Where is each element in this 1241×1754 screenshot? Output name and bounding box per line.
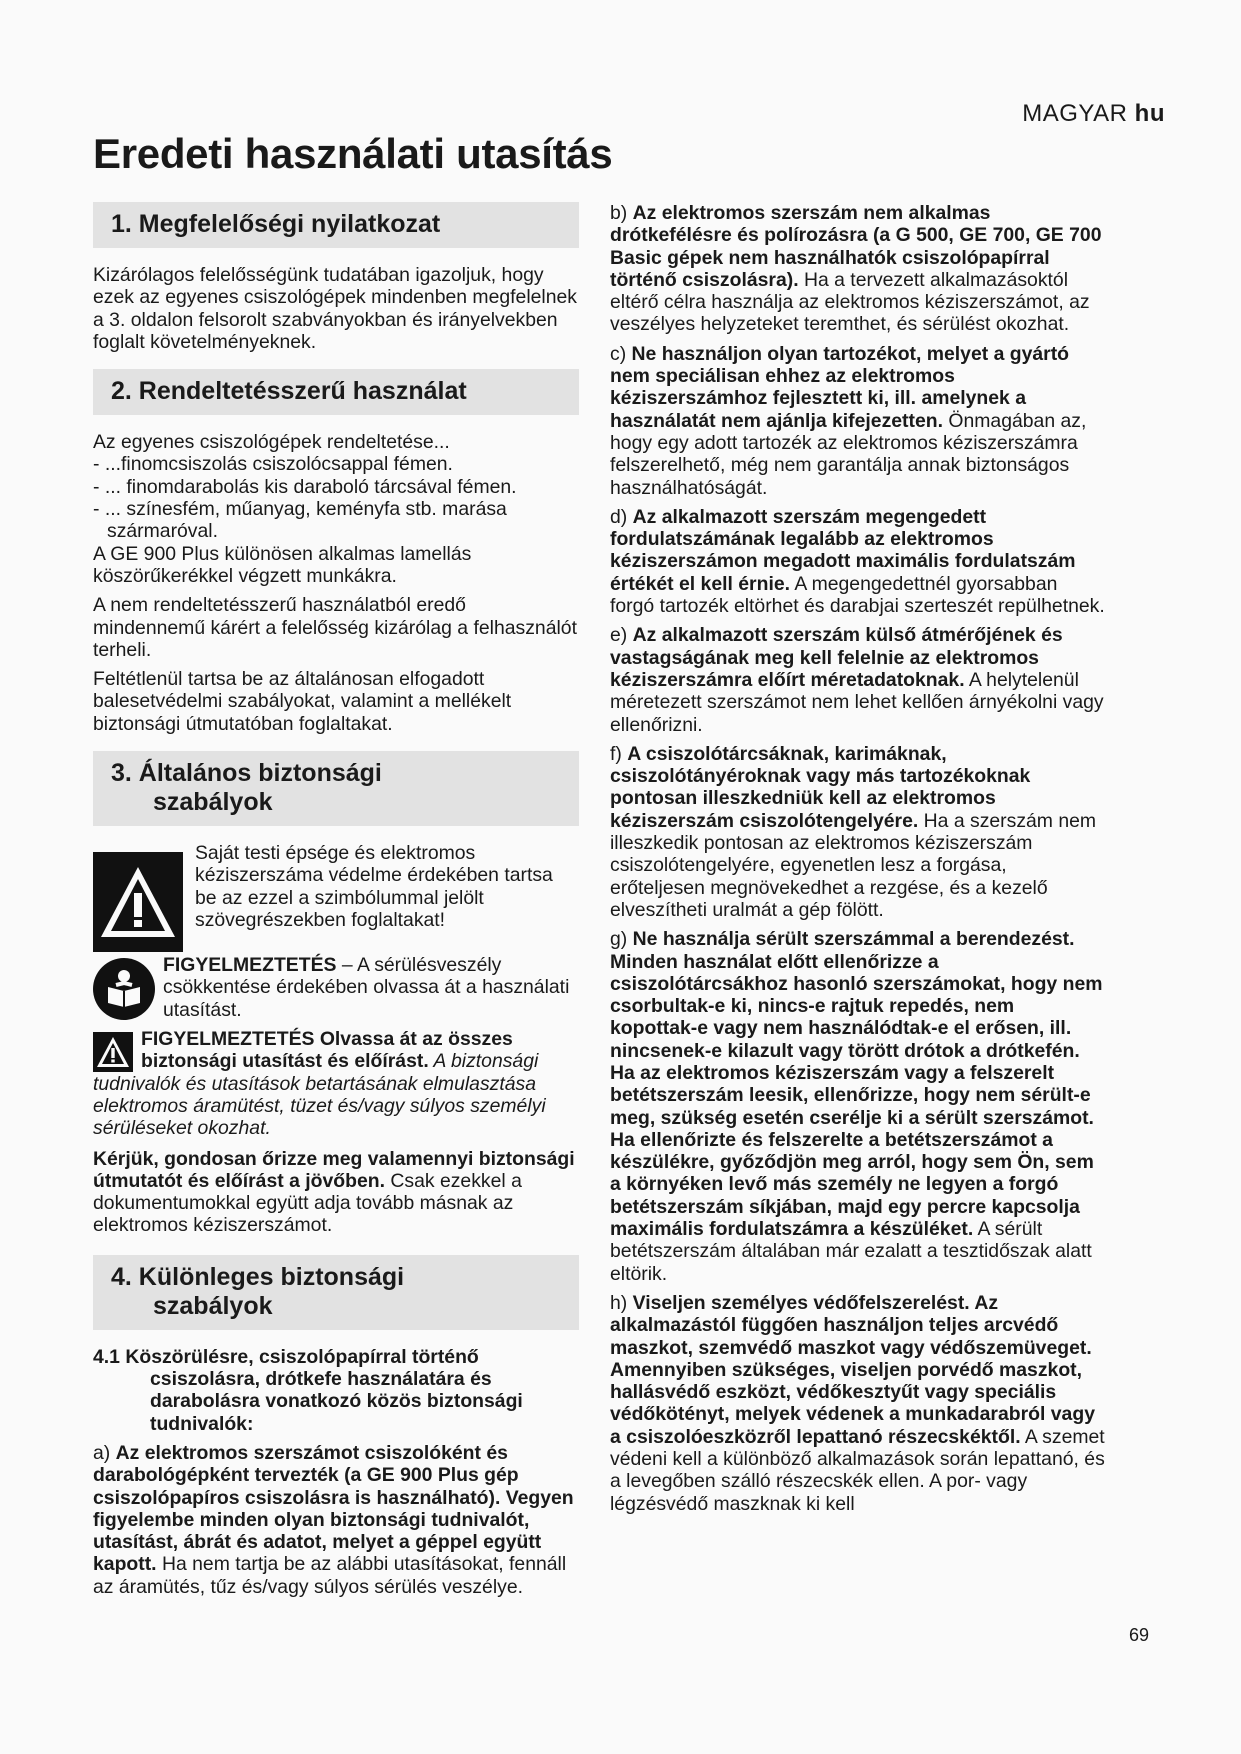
language-code: hu [1134, 100, 1165, 127]
keep-instructions [93, 1148, 579, 1237]
item-bold: Ne használjon olyan tartozékot, melyet a gyártó nem speciálisan ehhez az elektromos kéziszerszámhoz fejlesztett ki, ill. amelynek a használatát nem ajánlja kifejezetten. [610, 342, 1070, 432]
small-warning-triangle-icon [93, 1032, 133, 1072]
item-label: d) [610, 505, 633, 528]
read-manual-warning [93, 954, 579, 1022]
item-bold: Az elektromos szerszám nem alkalmas drótkefélésre és polírozásra (a G 500, GE 700, GE 700 Basic gépek nem használhatók csiszolópapírral történő csiszolásra). [610, 202, 1102, 291]
item-g [610, 928, 1106, 1285]
list-item: - ... színesfém, műanyag, keményfa stb. marása szármaróval. [93, 498, 507, 543]
section-3-heading [93, 751, 579, 826]
language-name: MAGYAR [1022, 100, 1128, 127]
warning-1-label: FIGYELMEZTETÉS [163, 954, 337, 977]
section-2-intro: Az egyenes csiszológépek rendeltetése... [93, 431, 450, 454]
item-text: A sérült betétszerszám általában már ezalatt a tesztidőszak alatt eltörik. [610, 1218, 1092, 1285]
left-column [93, 202, 579, 1605]
section-3-heading-line2: szabályok [153, 788, 273, 817]
item-text: Ha a szerszám nem illeszkedik pontosan az elektromos kéziszerszám csiszolótengelyére, egyenetlen lesz a forgása, erőteljesen megnövekedhet a rezgése, és a kezelő elveszítheti uralmát a gép fölött. [610, 809, 1097, 921]
section-1-heading: 1. Megfelelőségi nyilatkozat [93, 202, 579, 248]
section-2-p2: A nem rendeltetésszerű használatból eredő mindennemű kárért a felelősség kizárólag a felhasználót terheli. [93, 594, 577, 661]
item-text: A megengedettnél gyorsabban forgó tartozék eltörhet és darabjai szerteszét repülhetnek. [610, 572, 1105, 618]
section-3-heading-line1: 3. Általános biztonsági [111, 759, 382, 788]
section-4-heading-line2: szabályok [153, 1291, 273, 1320]
item-d [610, 506, 1106, 617]
item-label: e) [610, 624, 633, 647]
item-label: h) [610, 1291, 633, 1314]
item-text: Önmagában az, hogy egy adott tartozék az elektromos kéziszerszámra felszerelhető, még nem garantálja annak biztonságos használhatóságát. [610, 409, 1087, 499]
section-4-heading [93, 1255, 579, 1330]
item-label: b) [610, 202, 633, 224]
list-item: - ...finomcsiszolás csiszolócsappal fémen. [93, 453, 453, 476]
warning-1-text: – A sérülésveszély csökkentése érdekében olvassa át a használati utasítást. [163, 954, 570, 1021]
item-h [610, 1292, 1106, 1515]
item-a-label: a) [93, 1441, 116, 1464]
right-column [610, 202, 1106, 1522]
item-label: c) [610, 342, 632, 365]
item-bold: Viseljen személyes védőfelszerelést. Az alkalmazástól függően használjon teljes arcvédő maszkot, szemvédő maszkot vagy védőszemüveget. Amennyiben szükséges, viseljen porvédő maszkot, hallásvédő eszközt, védőkesztyűt vagy speciális védőkötényt, melyek védenek a munkadarabról vagy a csiszolóeszközről lepattanó részecskéktől. [610, 1291, 1095, 1448]
keep-instructions-text: Csak ezekkel a dokumentumokkal együtt adja tovább másnak az elektromos kéziszerszámot. [93, 1169, 522, 1237]
subsection-4-1-heading: 4.1 Köszörülésre, csiszolópapírral történő csiszolásra, drótkefe használatára és darabolásra vonatkozó közös biztonsági tudnivalók: [93, 1345, 523, 1435]
section-2-p1: A GE 900 Plus különösen alkalmas lamellás köszörűkerékkel végzett munkákra. [93, 542, 472, 587]
item-label: g) [610, 928, 633, 951]
item-bold: A csiszolótárcsáknak, karimáknak, csiszolótányéroknak vagy más tartozékoknak pontosan illeszkedniük kell az elektromos kéziszerszám csiszolótengelyére. [610, 742, 1031, 832]
item-a-bold: Az elektromos szerszámot csiszolóként és darabológépként tervezték (a GE 900 Plus gép csiszolópapíros csiszolásra is használható). Vegyen figyelembe minden olyan biztonsági tudnivalót, utasítást, ábrát és adatot, melyet a géppel együtt kapott. [93, 1441, 574, 1576]
item-c [610, 343, 1106, 499]
section-1-text: Kizárólagos felelősségünk tudatában igazoljuk, hogy ezek az egyenes csiszológépek mindenben megfelelnek a 3. oldalon felsorolt szabványokban és irányelvekben foglalt követelményeknek. [93, 264, 577, 353]
item-text: A szemet védeni kell a különböző alkalmazások során lepattanó, és a levegőben szálló részecskék ellen. A por- vagy légzésvédő maszknak ki kell [610, 1425, 1105, 1515]
safety-symbol-text: Saját testi épsége és elektromos kéziszerszáma védelme érdekében tartsa be az ezzel a szimbólummal jelölt szövegrészekben foglaltakat! [195, 842, 553, 931]
item-text: Ha a tervezett alkalmazásoktól eltérő célra használja az elektromos kéziszerszámot, az veszélyes helyzeteket teremthet, és sérülést okozhat. [610, 268, 1090, 336]
read-all-warning [93, 1028, 579, 1139]
item-b [610, 202, 1106, 336]
item-a-text: Ha nem tartja be az alábbi utasításokat, fennáll az áramütés, tűz és/vagy súlyos sérülés veszélye. [93, 1553, 567, 1598]
item-a [93, 1442, 579, 1598]
item-bold: Az alkalmazott szerszám külső átmérőjének és vastagságának meg kell felelnie az elektromos kéziszerszámra előírt méretadatoknak. [610, 624, 1063, 691]
section-2-p3: Feltétlenül tartsa be az általánosan elfogadott balesetvédelmi szabályokat, valamint a mellékelt biztonsági útmutatóban foglaltakat. [93, 668, 512, 735]
page-title: Eredeti használati utasítás [93, 130, 613, 177]
item-bold: Az alkalmazott szerszám megengedett fordulatszámának legalább az elektromos kéziszerszámon megadott maximális fordulatszám értékét el kell érnie. [610, 505, 1076, 595]
page-number: 69 [1128, 1625, 1149, 1645]
item-bold: Ne használja sérült szerszámmal a berendezést. Minden használat előtt ellenőrizze a csiszolótárcsákhoz hasonló szerszámokat, hogy nem csorbultak-e ki, nincs-e rajtuk repedés, nem kopottak-e vagy nem használódtak-e el erősen, ill. nincsenek-e kilazult vagy törött drótok a drótkefén. Ha az elektromos kéziszerszám vagy a felszerelt betétszerszám leesik, ellenőrizze, hogy nem sérült-e meg, szükség esetén cserélje ki a sérült szerszámot. Ha ellenőrizte és felszerelte a betétszerszámot a készülékre, győződjön meg arról, hogy sem Ön, sem a környéken levő más személy ne legyen a forgó betétszerszám síkjában, majd egy percre kapcsolja maximális fordulatszámra a készüléket. [610, 928, 1103, 1241]
item-f [610, 743, 1106, 921]
safety-symbol-row [93, 842, 579, 952]
read-manual-icon [93, 958, 155, 1020]
section-2-heading: 2. Rendeltetésszerű használat [93, 369, 579, 415]
item-text: A helytelenül méretezett szerszámot nem lehet kellően árnyékolni vagy ellenőrizni. [610, 668, 1104, 736]
section-4-heading-line1: 4. Különleges biztonsági [111, 1262, 405, 1291]
item-e [610, 624, 1106, 735]
warning-2-bold: FIGYELMEZTETÉS Olvassa át az összes biztonsági utasítást és előírást. [141, 1028, 513, 1073]
list-item: - ... finomdarabolás kis daraboló tárcsával fémen. [93, 475, 517, 498]
warning-triangle-icon [93, 852, 183, 952]
keep-instructions-bold: Kérjük, gondosan őrizze meg valamennyi biztonsági útmutatót és előírást a jövőben. [93, 1147, 575, 1192]
item-label: f) [610, 742, 628, 765]
language-label [1022, 100, 1165, 128]
warning-2-italic: A biztonsági tudnivalók és utasítások betartásának elmulasztása elektromos áramütést, tüzet és/vagy súlyos személyi sérüléseket okozhat. [93, 1050, 546, 1140]
